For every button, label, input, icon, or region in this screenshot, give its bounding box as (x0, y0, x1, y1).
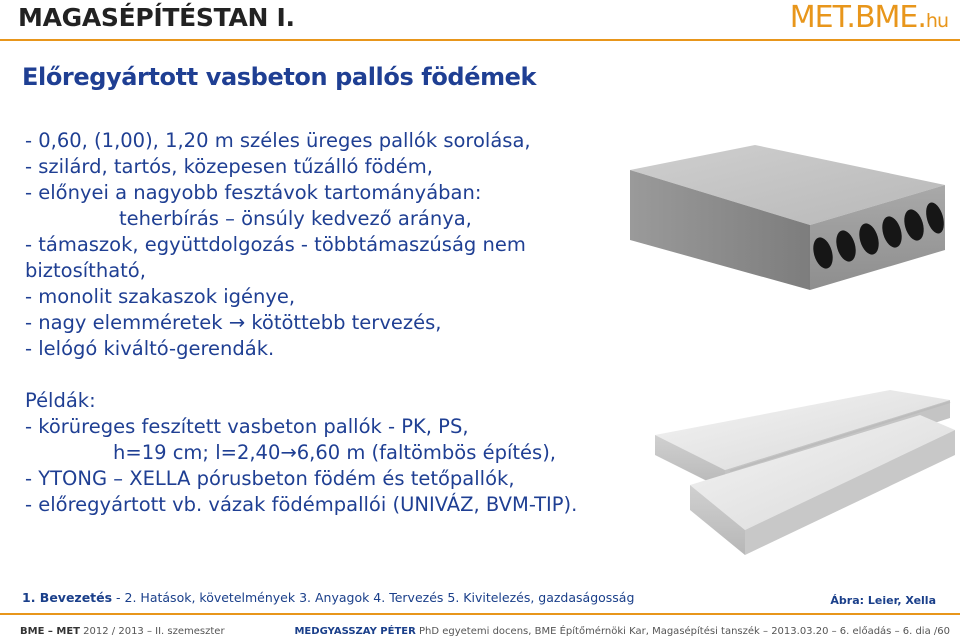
example-line: - körüreges feszített vasbeton pallók - PK, PS, (25, 415, 469, 438)
footer-right (294, 626, 950, 637)
bullet-line: teherbírás – önsúly kedvező aránya, (119, 207, 472, 230)
slide-body (25, 128, 595, 518)
example-line: - előregyártott vb. vázak födémpallói (UNIVÁZ, BVM-TIP). (25, 493, 578, 516)
footer-author: MEDGYASSZAY PÉTER (294, 626, 416, 637)
footer-divider (0, 613, 960, 615)
brand-main: MET.BME. (789, 0, 926, 35)
brand-suffix: hu (925, 10, 948, 32)
nav-current-chapter: 1. Bevezetés (22, 590, 113, 605)
example-line: h=19 cm; l=2,40→6,60 m (faltömbös építés), (113, 441, 556, 464)
aerated-concrete-panels-image (650, 390, 955, 565)
course-title: MAGASÉPÍTÉSTAN I. (18, 3, 295, 32)
bullet-line: - előnyei a nagyobb fesztávok tartományában: (25, 181, 482, 204)
bullet-line: - szilárd, tartós, közepesen tűzálló födém, (25, 155, 433, 178)
hollow-core-slab-image (605, 140, 950, 310)
footer-left (20, 626, 225, 637)
footer-institution: BME – MET (20, 626, 80, 637)
footer (20, 626, 950, 637)
examples-heading: Példák: (25, 389, 96, 412)
spacer (25, 362, 595, 388)
footer-semester: 2012 / 2013 – II. szemeszter (79, 626, 225, 637)
header-divider (0, 39, 960, 41)
bullet-line: biztosítható, (25, 259, 146, 282)
image-credit: Ábra: Leier, Xella (830, 594, 936, 607)
footer-details: PhD egyetemi docens, BME Építőmérnöki Kar, Magasépítési tanszék – 2013.03.20 – 6. előadás – 6. dia /60 (415, 626, 950, 637)
brand-logo (790, 0, 948, 35)
bullet-line: - 0,60, (1,00), 1,20 m széles üreges pallók sorolása, (25, 129, 531, 152)
bullet-line: - támaszok, együttdolgozás - többtámaszúság nem (25, 233, 526, 256)
bullet-line: - nagy elemméretek → kötöttebb tervezés, (25, 311, 442, 334)
example-line: - YTONG – XELLA pórusbeton födém és tetőpallók, (25, 467, 515, 490)
bullet-line: - monolit szakaszok igénye, (25, 285, 296, 308)
nav-other-chapters: - 2. Hatások, követelmények 3. Anyagok 4. Tervezés 5. Kivitelezés, gazdaságosság (112, 590, 635, 605)
lecture-navigation (22, 590, 634, 605)
slide-title: Előregyártott vasbeton pallós födémek (22, 63, 537, 91)
bullet-line: - lelógó kiváltó-gerendák. (25, 337, 275, 360)
